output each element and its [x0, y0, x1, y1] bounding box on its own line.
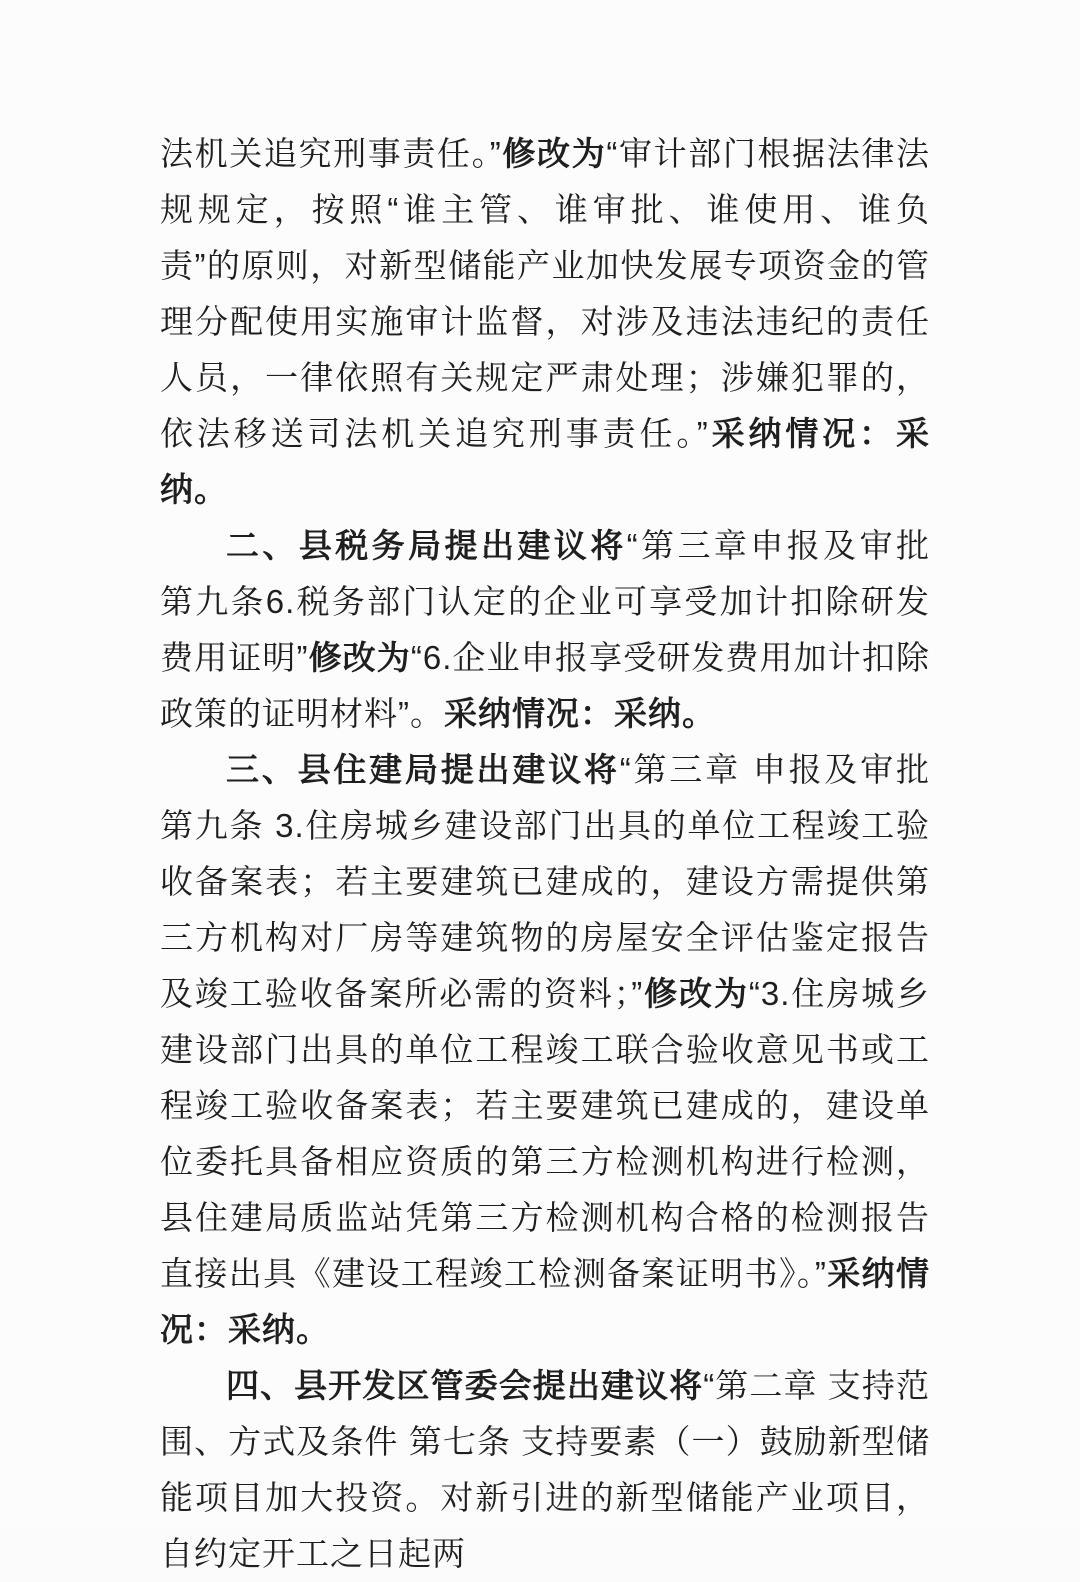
- text-segment: “审计部门根据法律法规规定，按照“谁主管、谁审批、谁使用、谁负责”的原则，对新型储能产业加快发展专项资金的管理分配使用实施审计监督，对涉及违法违纪的责任人员，一律依照有关规定严肃处理；涉嫌犯罪的，依法移送司法机关追究刑事责任。”: [160, 135, 930, 452]
- bold-text-segment: 修改为: [501, 135, 607, 172]
- bold-text-segment: 三、县住建局提出建议将: [226, 751, 620, 788]
- text-segment: “3.住房城乡建设部门出具的单位工程竣工联合验收意见书或工程竣工验收备案表；若主要建筑已建成的，建设单位委托具备相应资质的第三方检测机构进行检测，县住建局质监站凭第三方检测机构合格的检测报告直接出具《建设工程竣工检测备案证明书》。”: [160, 975, 931, 1292]
- bold-text-segment: 采纳情况：采纳。: [160, 1255, 931, 1348]
- paragraph: [160, 1358, 930, 1582]
- bold-text-segment: 修改为: [308, 639, 411, 676]
- text-segment: “第三章申报及审批 第九条6.税务部门认定的企业可享受加计扣除研发费用证明”: [160, 527, 964, 676]
- paragraph: [160, 518, 964, 742]
- text-segment: 法机关追究刑事责任。”: [160, 135, 502, 172]
- bold-text-segment: 四、县开发区管委会提出建议将: [226, 1367, 704, 1404]
- bold-text-segment: 采纳情况：采纳。: [160, 415, 931, 508]
- bold-text-segment: 采纳情况：采纳。: [444, 695, 716, 732]
- text-segment: “第二章 支持范围、方式及条件 第七条 支持要素（一）鼓励新型储能项目加大投资。对新引进的新型储能产业项目，自约定开工之日起两: [160, 1367, 930, 1572]
- paragraph: [160, 742, 964, 1358]
- bold-text-segment: 二、县税务局提出建议将: [226, 527, 627, 564]
- text-segment: “第三章 申报及审批 第九条 3.住房城乡建设部门出具的单位工程竣工验收备案表；若主要建筑已建成的，建设方需提供第三方机构对厂房等建筑物的房屋安全评估鉴定报告及竣工验收备案所必需的资料；”: [160, 751, 964, 1012]
- paragraph: [160, 126, 930, 518]
- text-segment: “6.企业申报享受研发费用加计扣除政策的证明材料”。: [160, 639, 930, 732]
- bold-text-segment: 修改为: [643, 975, 749, 1012]
